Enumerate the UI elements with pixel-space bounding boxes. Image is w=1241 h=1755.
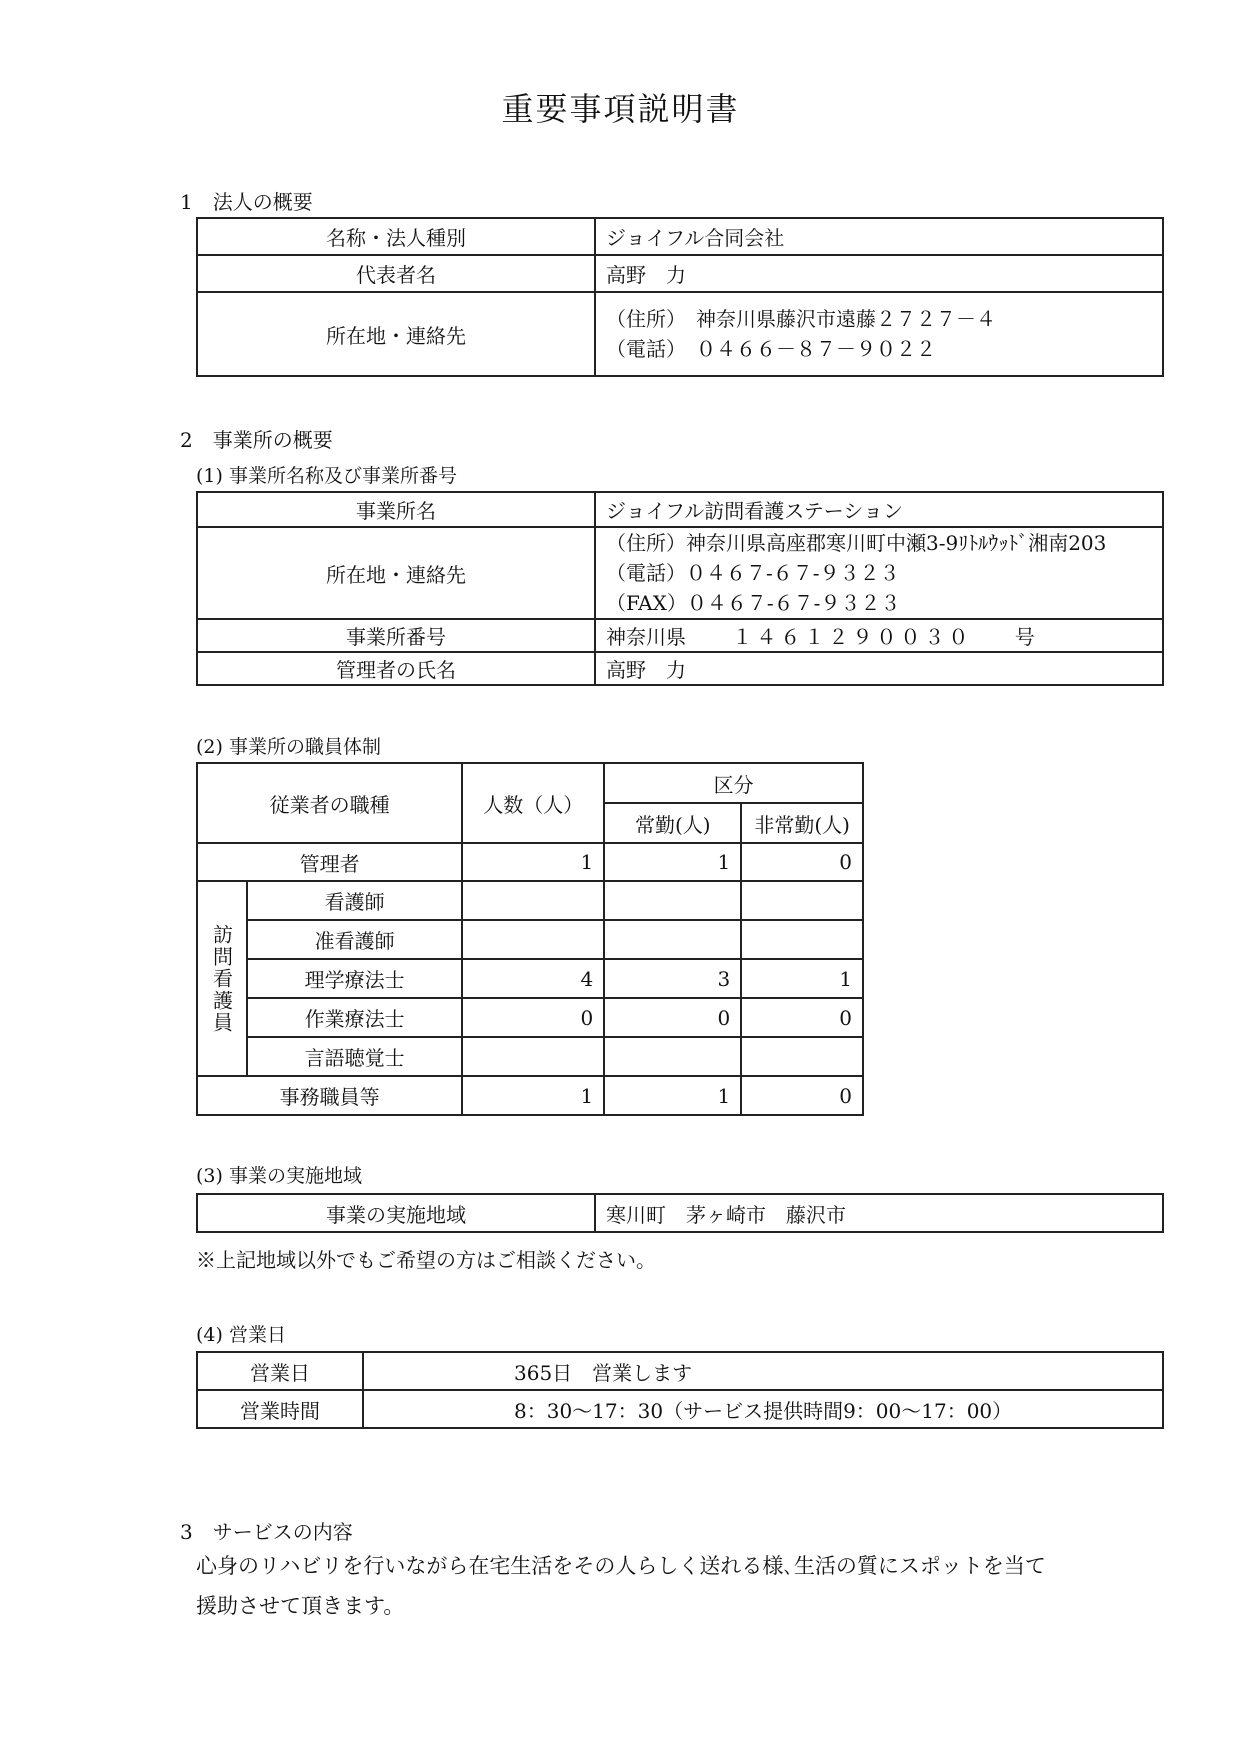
- service-description-line-1: 心身のリハビリを行いながら在宅生活をその人らしく送れる様､生活の質にスポットを当て: [196, 1554, 1046, 1578]
- staff-fulltime: [604, 881, 741, 920]
- office-number-value: [595, 619, 1163, 652]
- office-number-prefecture: 神奈川県: [606, 625, 686, 649]
- corp-contact-label: 所在地・連絡先: [197, 292, 595, 376]
- staff-parttime: 0: [741, 998, 863, 1037]
- representative-value: 高野 力: [595, 255, 1163, 292]
- staff-job: 理学療法士: [247, 959, 462, 998]
- office-contact-label: 所在地・連絡先: [197, 527, 595, 619]
- table-row: [197, 959, 863, 998]
- staff-count: [462, 881, 604, 920]
- table-row: [197, 881, 863, 920]
- staff-fulltime: 0: [604, 998, 741, 1037]
- business-hours-text: 8：30～17：30（サービス提供時間9：00～17：00）: [514, 1398, 1013, 1423]
- table-row: [197, 1037, 863, 1076]
- corp-address: （住所） 神奈川県藤沢市遠藤２７２７－４: [606, 307, 996, 331]
- staff-count: [462, 1037, 604, 1076]
- business-days-table: [196, 1351, 1164, 1429]
- staff-count: 1: [462, 1076, 604, 1115]
- corp-phone: （電話） ０４６６－８７－９０２２: [606, 337, 936, 361]
- service-area-value: 寒川町 茅ヶ崎市 藤沢市: [595, 1194, 1163, 1232]
- office-number: １４６１２９００３０: [732, 625, 973, 649]
- service-area-label: 事業の実施地域: [197, 1194, 595, 1232]
- business-days-label: 営業日: [197, 1352, 363, 1390]
- subsection-4-heading: (4) 営業日: [196, 1324, 286, 1346]
- office-number-suffix: 号: [1014, 625, 1035, 649]
- staff-count: 0: [462, 998, 604, 1037]
- section-2-heading: 2 事業所の概要: [180, 428, 333, 452]
- office-table: [196, 491, 1164, 686]
- service-area-table: [196, 1193, 1164, 1233]
- table-row: [197, 1076, 863, 1115]
- staff-count-header: 人数（人）: [462, 763, 604, 843]
- service-description: [196, 1546, 1046, 1626]
- staff-parttime: [741, 920, 863, 959]
- manager-value: 高野 力: [595, 652, 1163, 685]
- staff-count: [462, 920, 604, 959]
- office-phone: （電話）０４６７-６７-９３２３: [606, 561, 900, 585]
- staff-fulltime: 1: [604, 843, 741, 881]
- office-fax: （FAX）０４６７-６７-９３２３: [606, 591, 901, 615]
- office-name-label: 事業所名: [197, 492, 595, 527]
- staff-fulltime: 1: [604, 1076, 741, 1115]
- table-row: [197, 998, 863, 1037]
- office-name-value: ジョイフル訪問看護ステーション: [595, 492, 1163, 527]
- subsection-3-heading: (3) 事業の実施地域: [196, 1165, 362, 1187]
- subsection-1-heading: (1) 事業所名称及び事業所番号: [196, 465, 457, 487]
- corporation-table: [196, 217, 1164, 377]
- staff-parttime: 0: [741, 843, 863, 881]
- staff-job-header: 従業者の職種: [197, 763, 462, 843]
- staff-job: 作業療法士: [247, 998, 462, 1037]
- staff-parttime: 1: [741, 959, 863, 998]
- representative-label: 代表者名: [197, 255, 595, 292]
- staff-job: 言語聴覚士: [247, 1037, 462, 1076]
- corp-name-label: 名称・法人種別: [197, 218, 595, 255]
- table-row: [197, 920, 863, 959]
- table-row: [197, 843, 863, 881]
- staff-job: 看護師: [247, 881, 462, 920]
- manager-label: 管理者の氏名: [197, 652, 595, 685]
- staff-parttime: [741, 881, 863, 920]
- business-hours-value: [363, 1390, 1163, 1428]
- staff-count: 4: [462, 959, 604, 998]
- section-3-heading: 3 サービスの内容: [180, 1520, 353, 1544]
- staff-division-header: 区分: [604, 763, 863, 803]
- staff-parttime-header: 非常勤(人): [741, 803, 863, 843]
- staff-fulltime: [604, 1037, 741, 1076]
- office-contact-value: [595, 527, 1163, 619]
- office-number-label: 事業所番号: [197, 619, 595, 652]
- staff-fulltime: 3: [604, 959, 741, 998]
- staff-count: 1: [462, 843, 604, 881]
- staff-parttime: [741, 1037, 863, 1076]
- staff-fulltime: [604, 920, 741, 959]
- staff-table: [196, 762, 864, 1116]
- subsection-2-heading: (2) 事業所の職員体制: [196, 736, 381, 758]
- business-hours-label: 営業時間: [197, 1390, 363, 1428]
- corp-contact-value: [595, 292, 1163, 376]
- staff-job: 管理者: [197, 843, 462, 881]
- visiting-nurse-group-label: 訪問看護員: [197, 881, 247, 1076]
- section-1-heading: 1 法人の概要: [180, 190, 313, 214]
- corp-name-value: ジョイフル合同会社: [595, 218, 1163, 255]
- staff-job: 事務職員等: [197, 1076, 462, 1115]
- staff-parttime: 0: [741, 1076, 863, 1115]
- business-days-value: [363, 1352, 1163, 1390]
- service-area-note: ※上記地域以外でもご希望の方はご相談ください。: [196, 1248, 656, 1272]
- service-description-line-2: 援助させて頂きます。: [196, 1594, 405, 1618]
- staff-job: 准看護師: [247, 920, 462, 959]
- office-address: （住所）神奈川県高座郡寒川町中瀬3-9ﾘﾄﾙｳｯﾄﾞ湘南203: [606, 531, 1107, 555]
- page-title: 重要事項説明書: [501, 90, 740, 128]
- staff-fulltime-header: 常勤(人): [604, 803, 741, 843]
- business-days-text: 365日 営業します: [514, 1360, 693, 1385]
